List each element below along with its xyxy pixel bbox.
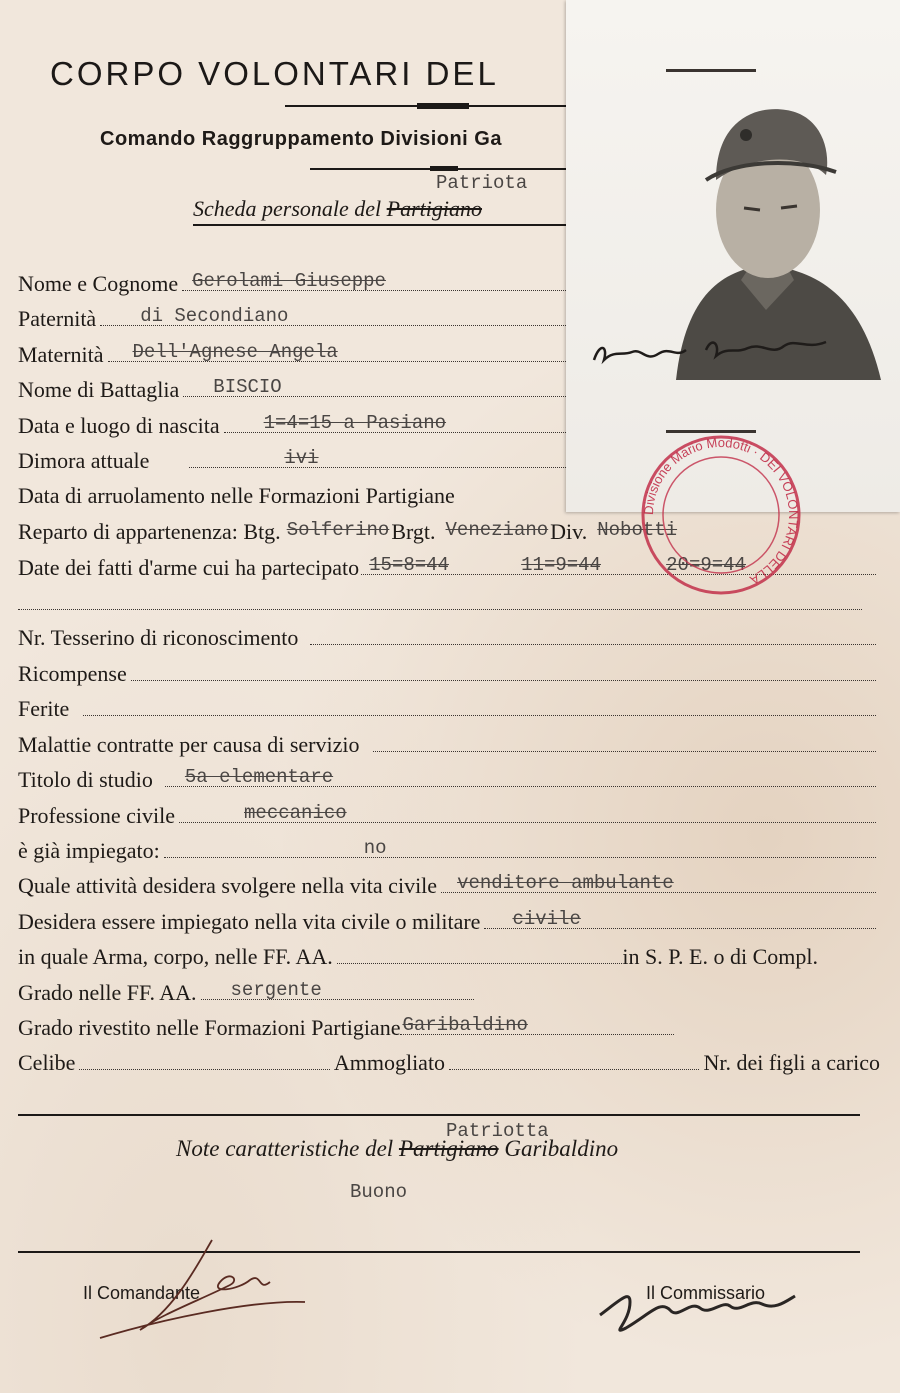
notes-prefix: Note caratteristiche del (176, 1136, 394, 1161)
field-grado-partigiane (18, 1011, 678, 1041)
field-attivita (18, 869, 880, 899)
notes-title (176, 1136, 618, 1162)
field-nascita-label: Data e luogo di nascita (18, 413, 220, 438)
field-desidera-value: civile (512, 908, 581, 930)
field-nome-value: Gerolami Giuseppe (192, 270, 386, 292)
field-ricompense (18, 657, 880, 687)
field-tesserino (18, 621, 880, 651)
field-studio (18, 763, 880, 793)
photo-signature (586, 320, 846, 380)
field-reparto-div-label: Div. (550, 519, 588, 544)
field-professione (18, 799, 880, 829)
field-grado-partigiane-label: Grado rivestito nelle Formazioni Partigiane (18, 1015, 401, 1040)
field-arma-label: in quale Arma, corpo, nelle FF. AA. (18, 944, 333, 969)
separator-dotted (18, 609, 862, 610)
field-maternita (18, 338, 578, 368)
field-figli-label: Nr. dei figli a carico (703, 1050, 881, 1075)
field-stato-civile (18, 1046, 880, 1076)
field-ammogliato-label: Ammogliato (333, 1050, 446, 1075)
field-paternita (18, 302, 578, 332)
field-grado-ffaa-label: Grado nelle FF. AA. (18, 980, 197, 1005)
field-dimora-label: Dimora attuale (18, 448, 150, 473)
field-nascita-value: 1=4=15 a Pasiano (263, 412, 447, 434)
field-paternita-value: di Secondiano (140, 305, 289, 327)
scheda-struck-word: Partigiano (386, 196, 483, 221)
scheda-prefix: Scheda personale del (193, 196, 382, 221)
field-arruolamento-label: Data di arruolamento nelle Formazioni Partigiane (18, 483, 455, 508)
field-battaglia-label: Nome di Battaglia (18, 377, 180, 402)
stamp-text: Divisione Mario Modotti · DEI VOLONTARI DELLA (640, 434, 802, 588)
notes-suffix: Garibaldino (504, 1136, 619, 1161)
photo-staple-top (666, 69, 756, 72)
commissario-signature (590, 1270, 810, 1350)
notes-rule-top (18, 1114, 860, 1116)
field-grado-partigiane-value: Garibaldino (402, 1014, 528, 1036)
field-reparto-brgt-label: Brgt. (391, 519, 436, 544)
comandante-signature (80, 1230, 320, 1350)
field-reparto-label: Reparto di appartenenza: Btg. (18, 519, 281, 544)
field-maternita-label: Maternità (18, 342, 104, 367)
scheda-rule (193, 224, 573, 226)
field-reparto-btg: Solferino (286, 519, 390, 541)
field-impiegato-label: è già impiegato: (18, 838, 160, 863)
field-reparto-brgt: Veneziano (445, 519, 549, 541)
field-nascita (18, 409, 578, 439)
field-desidera-label: Desidera essere impiegato nella vita civile o militare (18, 909, 481, 934)
field-fatti-3: 20=9=44 (666, 554, 746, 576)
field-studio-value: 5a elementare (184, 766, 334, 788)
header-rule-accent (417, 103, 469, 109)
field-attivita-value: venditore ambulante (457, 872, 674, 894)
field-reparto-div: Nobotti (597, 519, 678, 541)
field-malattie (18, 728, 880, 758)
svg-text:Divisione Mario Modotti · DEI (641, 435, 801, 588)
field-ferite-label: Ferite (18, 696, 70, 721)
field-dimora-value: ivi (284, 447, 319, 469)
field-arma (18, 940, 818, 970)
field-ferite (18, 692, 880, 722)
notes-typed-correction: Patriotta (446, 1120, 549, 1142)
field-professione-label: Professione civile (18, 803, 176, 828)
field-desidera (18, 905, 880, 935)
field-ricompense-label: Ricompense (18, 661, 127, 686)
field-malattie-label: Malattie contratte per causa di servizio (18, 732, 360, 757)
notes-struck-word: Partigiano (398, 1136, 499, 1161)
header-subtitle: Comando Raggruppamento Divisioni Ga (100, 128, 502, 150)
field-impiegato-value: no (363, 837, 387, 859)
field-fatti-1: 15=8=44 (369, 554, 449, 576)
comandante-label: Il Comandante (83, 1283, 201, 1303)
field-battaglia (18, 373, 578, 403)
field-battaglia-value: BISCIO (213, 376, 282, 398)
field-spe-label: in S. P. E. o di Compl. (622, 944, 818, 969)
field-nome (18, 267, 578, 297)
notes-value: Buono (350, 1181, 408, 1203)
field-fatti-2: 11=9=44 (521, 554, 601, 576)
field-grado-ffaa (18, 976, 478, 1006)
scheda-title (193, 196, 482, 222)
field-celibe-label: Celibe (18, 1050, 76, 1075)
field-maternita-value: Dell'Agnese Angela (132, 341, 338, 363)
field-dimora (18, 444, 578, 474)
field-professione-value: meccanico (244, 802, 347, 824)
scheda-typed-correction: Patriota (436, 172, 528, 194)
field-studio-label: Titolo di studio (18, 767, 153, 792)
field-attivita-label: Quale attività desidera svolgere nella vita civile (18, 873, 438, 898)
field-grado-ffaa-value: sergente (230, 979, 322, 1001)
header-title: CORPO VOLONTARI DEL (50, 55, 499, 92)
field-tesserino-label: Nr. Tesserino di riconoscimento (18, 625, 299, 650)
field-paternita-label: Paternità (18, 306, 97, 331)
commissario-label: Il Commissario (646, 1283, 766, 1303)
field-fatti-label: Date dei fatti d'arme cui ha partecipato (18, 555, 360, 580)
division-stamp (636, 430, 806, 600)
field-impiegato (18, 834, 880, 864)
field-arruolamento (18, 479, 568, 509)
field-nome-label: Nome e Cognome (18, 271, 179, 296)
subtitle-rule-accent (430, 166, 458, 171)
